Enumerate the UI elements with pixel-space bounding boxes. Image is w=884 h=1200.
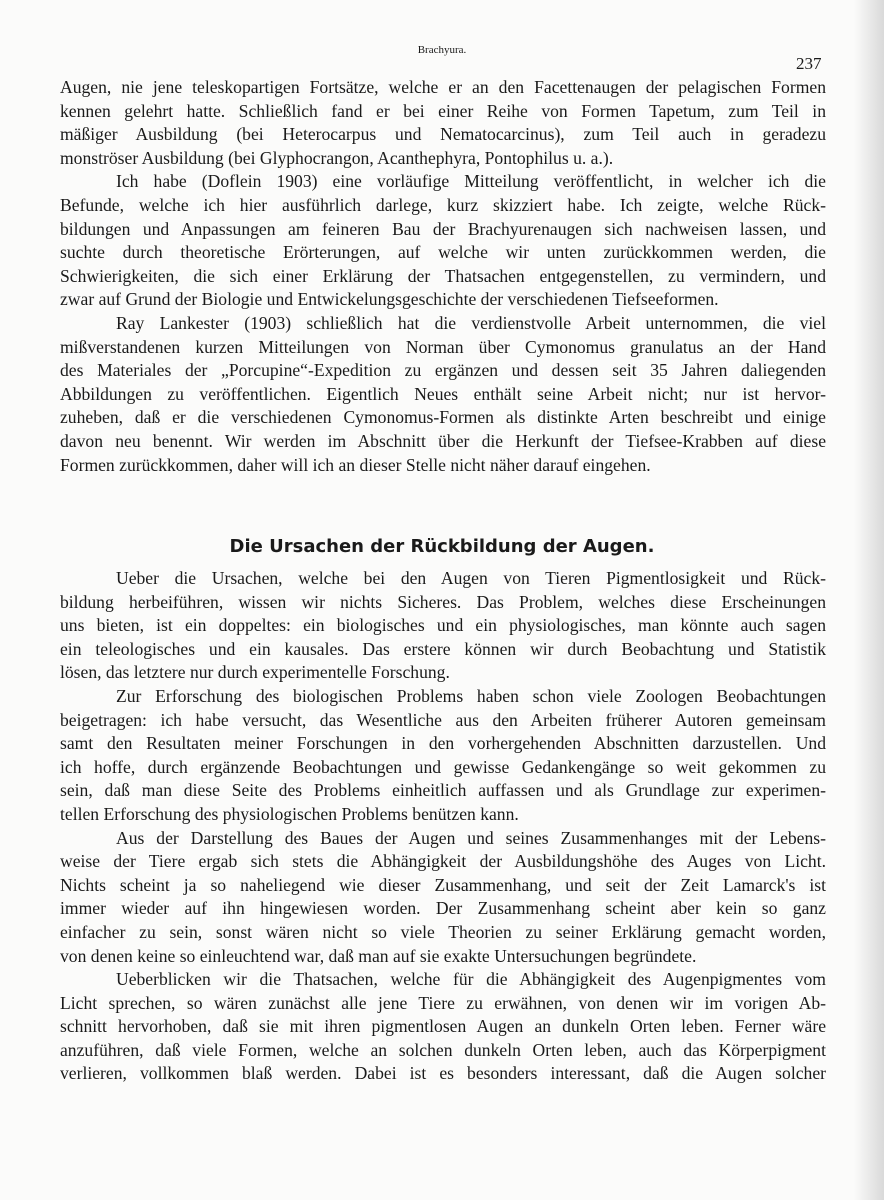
paragraph bbox=[60, 312, 826, 477]
text-line: monströser Ausbildung (bei Glyphocrangon, Acanthephyra, Pontophilus u. a.). bbox=[60, 147, 614, 168]
text-line: Befunde, welche ich hier ausführlich darlege, kurz skizziert habe. Ich zeigte, welche Rück- bbox=[60, 194, 826, 215]
text-line: suchte durch theoretische Erörterungen, auf welche wir unten zurückkommen werden, die bbox=[60, 242, 826, 263]
section-heading: Die Ursachen der Rückbildung der Augen. bbox=[229, 536, 655, 557]
text-line: einfacher zu sein, sonst wären nicht so viele Theorien zu seiner Erklärung gemacht worden, bbox=[60, 921, 826, 942]
page-number: 237 bbox=[796, 54, 822, 73]
text-line: beigetragen: ich habe versucht, das Wesentliche aus den Arbeiten früherer Autoren gemeinsam bbox=[60, 709, 826, 730]
text-line: zuheben, daß er die verschiedenen Cymonomus-Formen als distinkte Arten beschreibt und einige bbox=[60, 407, 826, 428]
text-line: Aus der Darstellung des Baues der Augen und seines Zusammenhanges mit der Lebens- bbox=[116, 827, 826, 848]
paragraph bbox=[60, 76, 826, 170]
text-line: verlieren, vollkommen blaß werden. Dabei ist es besonders interessant, daß die Augen solcher bbox=[60, 1063, 826, 1084]
text-line: Ueberblicken wir die Thatsachen, welche für die Abhängigkeit des Augenpigmentes vom bbox=[116, 969, 826, 990]
text-line: Ray Lankester (1903) schließlich hat die verdienstvolle Arbeit unternommen, die viel bbox=[116, 312, 826, 333]
text-line: bildung herbeiführen, wissen wir nichts Sicheres. Das Problem, welches diese Erscheinungen bbox=[60, 591, 826, 612]
section-1-text bbox=[60, 76, 826, 477]
text-line: sein, daß man diese Seite des Problems einheitlich auffassen und als Grundlage zur experimen- bbox=[60, 780, 826, 801]
text-line: samt den Resultaten meiner Forschungen in den vorhergehenden Abschnitten darzustellen. Und bbox=[60, 733, 826, 754]
text-line: Ich habe (Doflein 1903) eine vorläufige Mitteilung veröffentlicht, in welcher ich die bbox=[116, 171, 826, 192]
section-2-text bbox=[60, 567, 826, 1086]
text-line: des Materiales der „Porcupine“-Expedition zu ergänzen und dessen seit 35 Jahren daliegenden bbox=[60, 360, 826, 381]
text-line: lösen, das letztere nur durch experimentelle Forschung. bbox=[60, 662, 450, 683]
text-line: Licht sprechen, so wären zunächst alle jene Tiere zu erwähnen, von denen wir im vorigen Ab- bbox=[60, 992, 826, 1013]
text-line: Formen zurückkommen, daher will ich an dieser Stelle nicht näher darauf eingehen. bbox=[60, 454, 651, 475]
text-line: mäßiger Ausbildung (bei Heterocarpus und Nematocarcinus), zum Teil auch in geradezu bbox=[60, 124, 826, 145]
text-line: uns bieten, ist ein doppeltes: ein biologisches und ein physiologisches, man könnte auch sagen bbox=[60, 615, 826, 636]
text-line: ein teleologisches und ein kausales. Das erstere können wir durch Beobachtung und Statistik bbox=[60, 638, 826, 659]
text-line: Augen, nie jene teleskopartigen Fortsätze, welche er an den Facettenaugen der pelagischen Formen bbox=[60, 77, 826, 97]
text-line: Schwierigkeiten, die sich einer Erklärung der Thatsachen entgegenstellen, zu vermindern, und bbox=[60, 265, 826, 286]
scan-page-edge bbox=[854, 0, 884, 1200]
text-line: Nichts scheint ja so naheliegend wie dieser Zusammenhang, und seit der Zeit Lamarck's ist bbox=[60, 874, 826, 895]
text-line: zwar auf Grund der Biologie und Entwickelungsgeschichte der verschiedenen Tiefseeformen. bbox=[60, 289, 719, 310]
text-line: davon neu benennt. Wir werden im Abschnitt über die Herkunft der Tiefsee-Krabben auf diese bbox=[60, 430, 826, 451]
paragraph bbox=[60, 827, 826, 969]
text-line: immer wieder auf ihn hingewiesen worden. Der Zusammenhang scheint aber kein so ganz bbox=[60, 898, 826, 919]
text-line: mißverstandenen kurzen Mitteilungen von Norman über Cymonomus granulatus an der Hand bbox=[60, 336, 826, 357]
text-line: kennen gelehrt hatte. Schließlich fand er bei einer Reihe von Formen Tapetum, zum Teil in bbox=[60, 100, 826, 121]
text-line: Ueber die Ursachen, welche bei den Augen von Tieren Pigmentlosigkeit und Rück- bbox=[116, 568, 826, 588]
text-line: bildungen und Anpassungen am feineren Bau der Brachyurenaugen sich nachweisen lassen, und bbox=[60, 218, 826, 239]
text-line: anzuführen, daß viele Formen, welche an solchen dunkeln Orten leben, auch das Körperpigment bbox=[60, 1039, 826, 1060]
paragraph bbox=[60, 685, 826, 827]
text-line: von denen keine so einleuchtend war, daß man auf sie exakte Untersuchungen begründete. bbox=[60, 945, 697, 966]
text-line: tellen Erforschung des physiologischen Problems benützen kann. bbox=[60, 803, 519, 824]
text-line: ich hoffe, durch ergänzende Beobachtungen und gewisse Gedankengänge so weit gekommen zu bbox=[60, 756, 826, 777]
paragraph bbox=[60, 567, 826, 685]
text-line: Abbildungen zu veröffentlichen. Eigentlich Neues enthält seine Arbeit nicht; nur ist hervor- bbox=[60, 383, 826, 404]
text-line: weise der Tiere ergab sich stets die Abhängigkeit der Ausbildungshöhe des Auges von Licht. bbox=[60, 851, 826, 872]
paragraph bbox=[60, 170, 826, 312]
running-head: Brachyura. bbox=[417, 44, 467, 56]
text-line: schnitt hervorhoben, daß sie mit ihren pigmentlosen Augen an dunkeln Orten leben. Ferner wäre bbox=[60, 1016, 826, 1037]
paragraph bbox=[60, 968, 826, 1086]
text-line: Zur Erforschung des biologischen Problems haben schon viele Zoologen Beobachtungen bbox=[116, 685, 826, 706]
